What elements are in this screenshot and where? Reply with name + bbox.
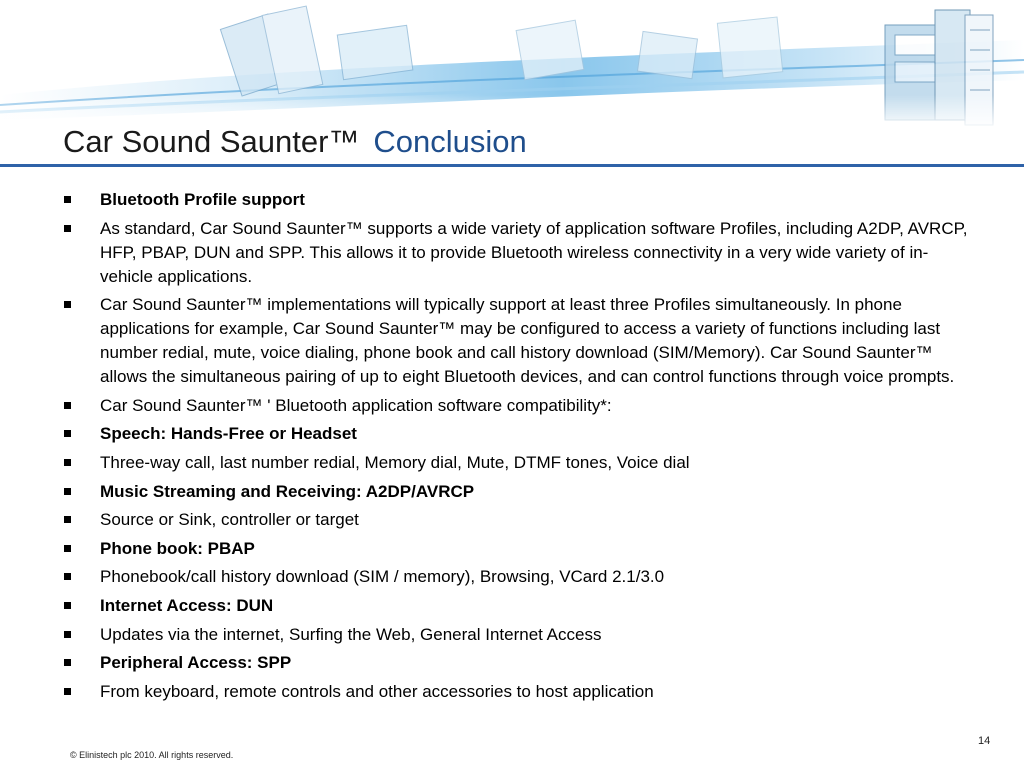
bullet-text: From keyboard, remote controls and other accessories to host application xyxy=(100,681,654,701)
copyright-footer: © Elinistech plc 2010. All rights reserved. xyxy=(70,750,234,760)
bullet-item xyxy=(62,188,977,212)
square-bullet-icon xyxy=(64,301,71,308)
bullet-item xyxy=(62,508,977,532)
bullet-text: Car Sound Saunter™ ' Bluetooth application software compatibility*: xyxy=(100,395,612,415)
square-bullet-icon xyxy=(64,602,71,609)
bullet-text: Internet Access: DUN xyxy=(100,595,274,615)
square-bullet-icon xyxy=(64,688,71,695)
bullet-item xyxy=(62,651,977,675)
header-banner-graphic xyxy=(0,0,1024,130)
square-bullet-icon xyxy=(64,196,71,203)
bullet-text: Peripheral Access: SPP xyxy=(100,653,292,673)
bullet-item xyxy=(62,394,977,418)
slide-title-subtitle: Conclusion xyxy=(373,124,527,159)
page-number: 14 xyxy=(978,735,991,747)
bullet-text: Music Streaming and Receiving: A2DP/AVRCP xyxy=(100,481,475,501)
square-bullet-icon xyxy=(64,225,71,232)
bullet-text: Phonebook/call history download (SIM / memory), Browsing, VCard 2.1/3.0 xyxy=(100,567,665,587)
square-bullet-icon xyxy=(64,516,71,523)
bullet-text: Car Sound Saunter™ implementations will typically support at least three Profiles simultaneously. In phone applications for example, Car Sound Saunter™ may be configured to access a variety of functions including last number redial, mute, voice dialing, phone book and call history download (SIM/Memory). Car Sound Saunter™ allows the simultaneous pairing of up to eight Bluetooth devices, and can control functions through voice prompts. xyxy=(100,295,955,387)
bullet-text: Speech: Hands-Free or Headset xyxy=(100,424,357,444)
banner-illustration xyxy=(0,0,1024,130)
square-bullet-icon xyxy=(64,459,71,466)
bullet-item xyxy=(62,594,977,618)
bullet-item xyxy=(62,217,977,289)
bullet-item xyxy=(62,565,977,589)
square-bullet-icon xyxy=(64,545,71,552)
bullet-text: Bluetooth Profile support xyxy=(100,190,305,209)
square-bullet-icon xyxy=(64,631,71,638)
square-bullet-icon xyxy=(64,402,71,409)
slide-title-main: Car Sound Saunter™ xyxy=(63,124,360,159)
square-bullet-icon xyxy=(64,488,71,495)
bullet-item xyxy=(62,480,977,504)
bullet-text: Source or Sink, controller or target xyxy=(100,510,359,530)
square-bullet-icon xyxy=(64,573,71,580)
bullet-text: Phone book: PBAP xyxy=(100,538,255,558)
square-bullet-icon xyxy=(64,659,71,666)
bullet-item xyxy=(62,422,977,446)
bullet-text: Updates via the internet, Surfing the Web, General Internet Access xyxy=(100,624,602,644)
bullet-item xyxy=(62,451,977,475)
title-divider xyxy=(0,164,1024,167)
slide-title xyxy=(63,122,527,162)
bullet-item xyxy=(62,680,977,704)
bullet-item xyxy=(62,623,977,647)
bullet-text: As standard, Car Sound Saunter™ supports a wide variety of application software Profiles, including A2DP, AVRCP, HFP, PBAP, DUN and SPP. This allows it to provide Bluetooth wireless connectivity in a very wide variety of in-vehicle applications. xyxy=(100,218,968,286)
bullet-item xyxy=(62,293,977,389)
bullet-text: Three-way call, last number redial, Memory dial, Mute, DTMF tones, Voice dial xyxy=(100,452,690,472)
bullet-item xyxy=(62,537,977,561)
square-bullet-icon xyxy=(64,430,71,437)
bullet-list xyxy=(62,188,977,708)
